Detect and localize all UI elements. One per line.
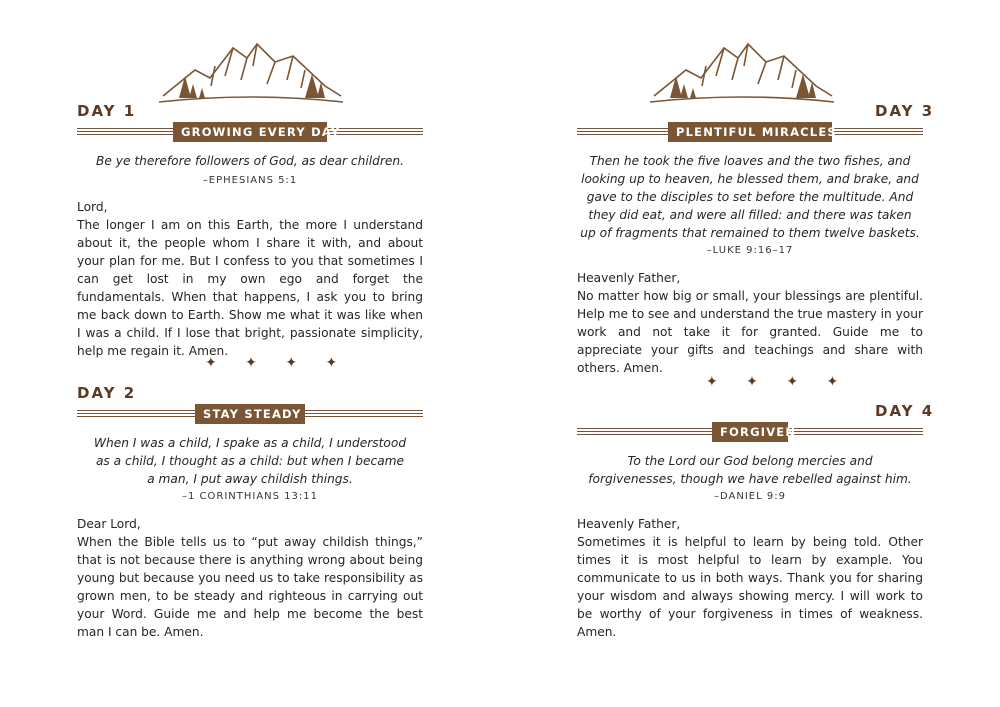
day-1-label: DAY 1	[77, 102, 137, 120]
day-4-quote	[577, 452, 923, 488]
quote-line: To the Lord our God belong mercies and	[627, 454, 873, 468]
day-1-salutation: Lord,	[77, 200, 108, 214]
quote-line: up of fragments that remained to them twelve baskets.	[580, 226, 920, 240]
quote-line: forgivenesses, though we have rebelled against him.	[588, 472, 912, 486]
day-4-title: FORGIVEN	[712, 422, 788, 442]
quote-line: they did eat, and were all filled: and there was taken	[588, 208, 912, 222]
day-4-title-banner	[577, 422, 923, 442]
mountain-illustration-icon	[646, 36, 838, 106]
day-3-title: PLENTIFUL MIRACLES	[668, 122, 832, 142]
day-3-salutation: Heavenly Father,	[577, 271, 681, 285]
day-2-salutation: Dear Lord,	[77, 517, 141, 531]
day-1-prayer	[77, 198, 423, 360]
day-1-quote: Be ye therefore followers of God, as dear children.	[96, 154, 404, 168]
right-page	[500, 0, 1000, 707]
mountain-illustration-icon	[155, 36, 347, 106]
day-3-quote	[577, 152, 923, 242]
quote-line: gave to the disciples to set before the multitude. And	[586, 190, 914, 204]
day-2-quote	[77, 434, 423, 488]
day-2-reference: –1 CORINTHIANS 13:11	[181, 491, 318, 502]
day-2-title-banner	[77, 404, 423, 424]
day-4-salutation: Heavenly Father,	[577, 517, 681, 531]
section-divider-stars: ✦ ✦ ✦ ✦	[706, 374, 851, 390]
quote-line: as a child, I thought as a child: but when I became	[95, 454, 405, 468]
quote-line: Then he took the five loaves and the two fishes, and	[589, 154, 911, 168]
day-2-title: STAY STEADY	[195, 404, 305, 424]
day-1-reference: –EPHESIANS 5:1	[202, 175, 298, 186]
day-3-title-banner	[577, 122, 923, 142]
quote-line: a man, I put away childish things.	[147, 472, 353, 486]
day-4-body: Sometimes it is helpful to learn by being told. Other times it is most helpful to learn by example. You communicate to us in both ways. Thank you for sharing your wisdom and always showing mercy. I will work to be worthy of your forgiveness in times of weakness. Amen.	[577, 535, 923, 639]
day-3-body: No matter how big or small, your blessings are plentiful. Help me to see and understand the true mastery in your work and not take it for granted. Guide me to appreciate your gifts and teachings and share with others. Amen.	[577, 289, 923, 375]
quote-line: looking up to heaven, he blessed them, and brake, and	[581, 172, 919, 186]
day-1-body: The longer I am on this Earth, the more I understand about it, the people whom I share it with, and about your plan for me. But I confess to you that sometimes I can get lost in my own ego and forget the fundamentals. When that happens, I ask you to bring me back down to Earth. Show me what it was like when I was a child. If I lose that bright, passionate simplicity, help me regain it. Amen.	[77, 218, 423, 358]
day-4-reference: –DANIEL 9:9	[714, 491, 786, 502]
day-1-title-banner	[77, 122, 423, 142]
day-3-reference: –LUKE 9:16–17	[706, 245, 794, 256]
day-4-label: DAY 4	[875, 402, 935, 420]
quote-line: When I was a child, I spake as a child, I understood	[93, 436, 407, 450]
day-2-prayer	[77, 515, 423, 641]
day-2-label: DAY 2	[77, 384, 137, 402]
day-1-title: GROWING EVERY DAY	[173, 122, 327, 142]
day-4-prayer	[577, 515, 923, 641]
day-2-body: When the Bible tells us to “put away childish things,” that is not because there is anything wrong about being young but because you need us to take responsibility as grown men, to be steady and righteous in carrying out your Word. Guide me and help me become the best man I can be. Amen.	[77, 535, 423, 639]
section-divider-stars: ✦ ✦ ✦ ✦	[205, 355, 350, 371]
day-3-prayer	[577, 269, 923, 377]
day-3-label: DAY 3	[875, 102, 935, 120]
